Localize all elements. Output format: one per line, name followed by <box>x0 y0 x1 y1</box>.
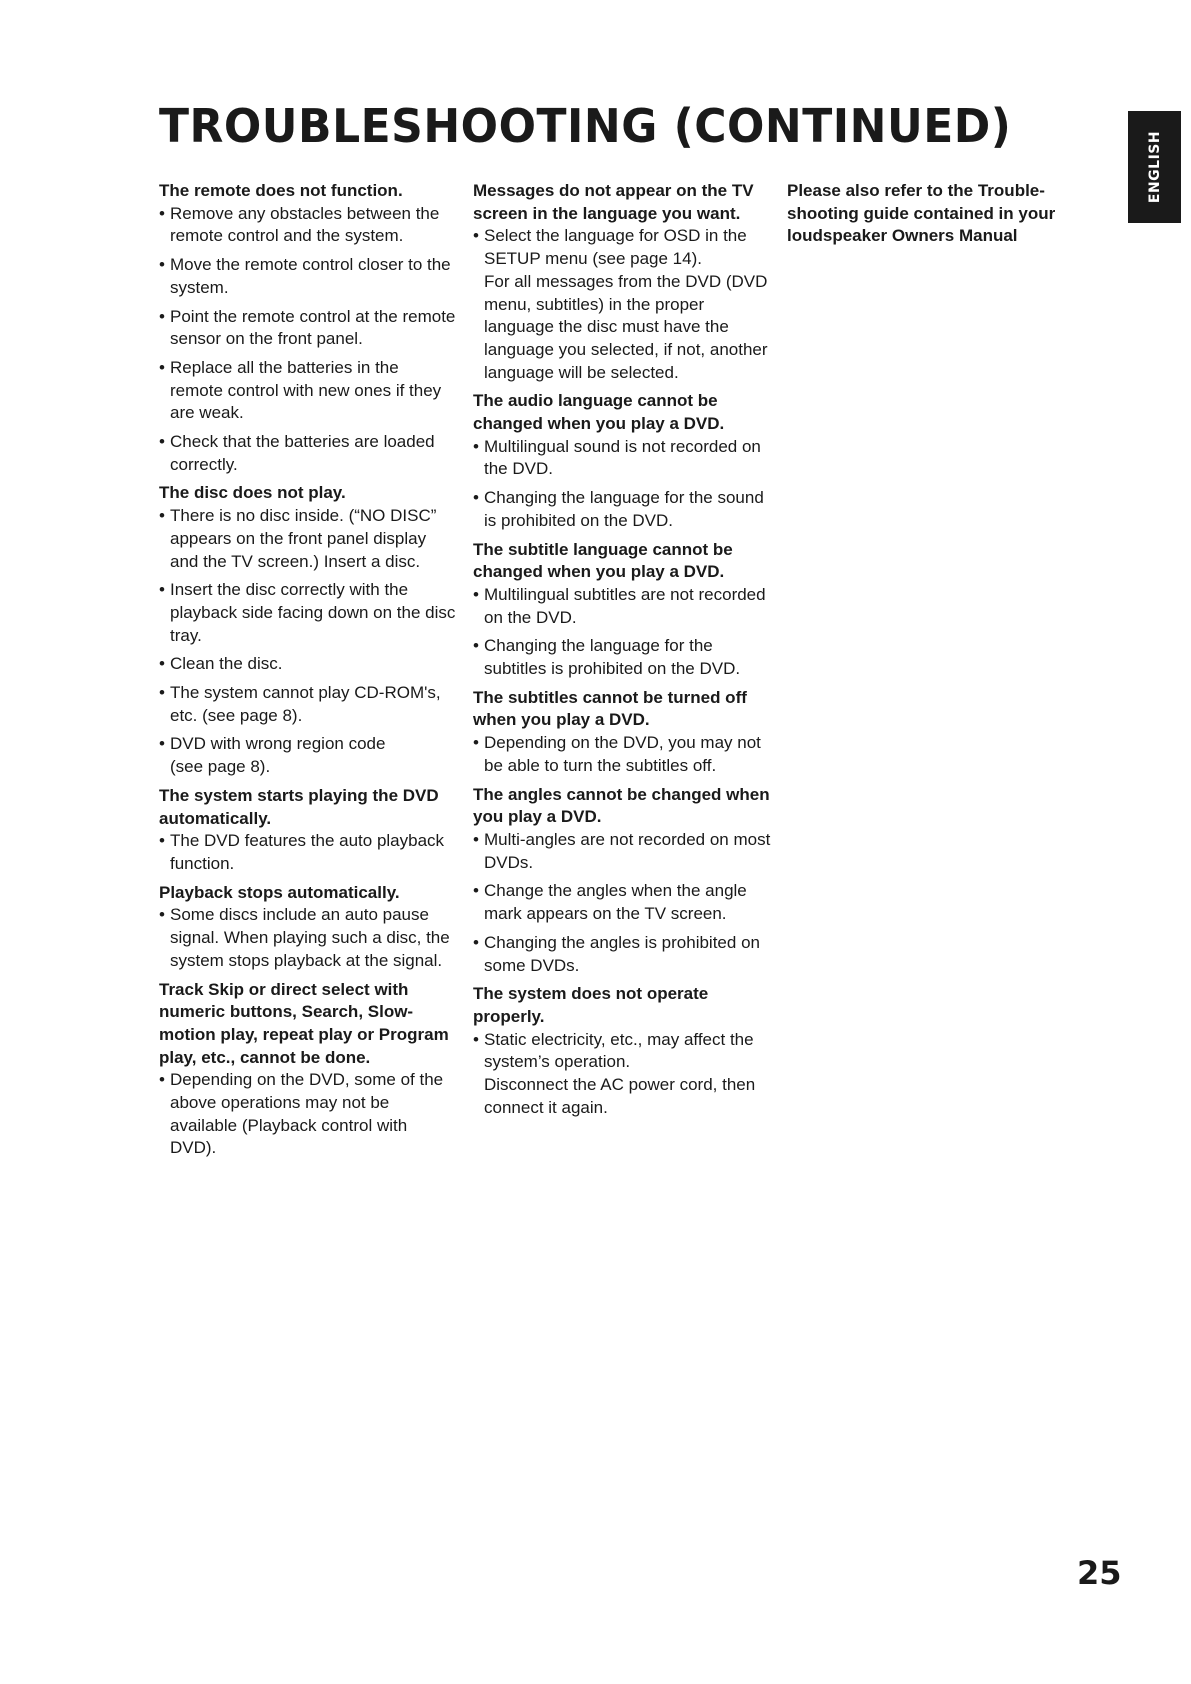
solution-text: • Some discs include an auto pause signal. When playing such a disc, the system stops playback at the signal. <box>170 905 450 970</box>
language-tab <box>1128 111 1181 223</box>
solution-text: • Changing the language for the sound is prohibited on the DVD. <box>484 488 764 530</box>
solution-text: • Multi-angles are not recorded on most DVDs. <box>484 829 771 872</box>
solution-text: • Replace all the batteries in the remote control with new ones if they are weak. <box>170 357 442 423</box>
solution-item <box>473 225 771 384</box>
solution-item <box>473 829 771 874</box>
solution-text: • Point the remote control at the remote sensor on the front panel. <box>170 306 456 349</box>
problem-heading: Messages do not appear on the TV screen in the language you want. <box>473 181 754 223</box>
problem-heading: The remote does not function. <box>159 181 403 200</box>
solution-item <box>473 880 771 925</box>
solution-item <box>473 584 771 629</box>
solution-item <box>159 431 456 476</box>
column-3 <box>787 180 1077 248</box>
solution-text: • Change the angles when the angle mark appears on the TV screen. <box>484 881 747 924</box>
solution-item <box>159 653 456 676</box>
solution-text: • Depending on the DVD, some of the above operations may not be available (Playback control with DVD). <box>170 1070 444 1158</box>
troubleshooting-section <box>159 482 456 778</box>
solution-text: • Check that the batteries are loaded correctly. <box>170 432 435 474</box>
solution-item <box>159 904 456 972</box>
solution-item <box>159 1069 456 1160</box>
solution-text: • Multilingual sound is not recorded on the DVD. <box>484 436 761 479</box>
solution-item <box>159 505 456 573</box>
solution-item <box>473 436 771 481</box>
problem-heading: The subtitle language cannot be changed when you play a DVD. <box>473 539 733 582</box>
problem-heading: The audio language cannot be changed when you play a DVD. <box>473 391 725 434</box>
troubleshooting-section <box>473 539 771 681</box>
problem-heading: The disc does not play. <box>159 483 346 503</box>
problem-heading: Playback stops automatically. <box>159 882 400 902</box>
solution-text: • Clean the disc. <box>170 654 283 674</box>
solution-item <box>159 682 456 727</box>
solution-text: • DVD with wrong region code <box>170 734 386 754</box>
troubleshooting-section <box>473 180 771 384</box>
language-tab-label: ENGLISH <box>1146 130 1163 204</box>
page-title: TROUBLESHOOTING (CONTINUED) <box>159 100 1012 154</box>
problem-heading: Track Skip or direct select with numeric buttons, Search, Slow-motion play, repeat play or Program play, etc., cannot be done. <box>159 979 449 1067</box>
solution-item <box>473 732 771 777</box>
solution-item <box>473 1029 771 1120</box>
column-1 <box>159 180 456 1166</box>
solution-text: Disconnect the AC power cord, then connect it again. <box>484 1075 756 1117</box>
troubleshooting-section <box>159 979 456 1161</box>
problem-heading: The subtitles cannot be turned off when you play a DVD. <box>473 687 747 730</box>
problem-heading: The system does not operate properly. <box>473 984 709 1026</box>
solution-item <box>159 733 456 778</box>
solution-item <box>159 579 456 647</box>
solution-item <box>159 830 456 875</box>
solution-text: • The system cannot play CD-ROM's, etc. (see page 8). <box>170 683 441 725</box>
solution-text: • Select the language for OSD in the SETUP menu (see page 14). <box>484 226 747 269</box>
solution-text: • Depending on the DVD, you may not be able to turn the subtitles off. <box>484 733 761 775</box>
solution-text: • Insert the disc correctly with the playback side facing down on the disc tray. <box>170 580 456 645</box>
troubleshooting-section <box>159 180 456 476</box>
solution-text: For all messages from the DVD (DVD menu, subtitles) in the proper language the disc must have the language you selected, if not, another language will be selected. <box>484 271 768 382</box>
manual-reference-note: Please also refer to the Trouble-shooting guide contained in your loudspeaker Owners Manual <box>787 181 1056 246</box>
solution-text: • Static electricity, etc., may affect the system’s operation. <box>484 1029 754 1072</box>
solution-item <box>159 357 456 425</box>
troubleshooting-section <box>473 390 771 532</box>
solution-item <box>473 635 771 680</box>
solution-text: • There is no disc inside. (“NO DISC” appears on the front panel display and the TV screen.) Insert a disc. <box>170 506 437 571</box>
troubleshooting-section <box>473 687 771 778</box>
troubleshooting-section <box>473 983 771 1119</box>
solution-item <box>159 254 456 299</box>
troubleshooting-section <box>473 784 771 978</box>
solution-text: • The DVD features the auto playback function. <box>170 831 445 873</box>
solution-item <box>159 306 456 351</box>
solution-text: • Changing the angles is prohibited on some DVDs. <box>484 932 760 975</box>
troubleshooting-section <box>159 882 456 973</box>
solution-text: • Changing the language for the subtitles is prohibited on the DVD. <box>484 636 741 679</box>
solution-text: • Move the remote control closer to the system. <box>170 255 451 297</box>
problem-heading: The system starts playing the DVD automatically. <box>159 785 439 828</box>
problem-heading: The angles cannot be changed when you play a DVD. <box>473 784 770 827</box>
solution-item <box>473 487 771 532</box>
page-number: 25 <box>1077 1554 1122 1592</box>
column-2 <box>473 180 771 1125</box>
solution-item <box>473 932 771 977</box>
solution-text: • Remove any obstacles between the remote control and the system. <box>170 203 440 246</box>
troubleshooting-section <box>159 785 456 876</box>
solution-text: • Multilingual subtitles are not recorded on the DVD. <box>484 584 766 627</box>
solution-item <box>159 203 456 248</box>
solution-text: (see page 8). <box>170 757 271 777</box>
